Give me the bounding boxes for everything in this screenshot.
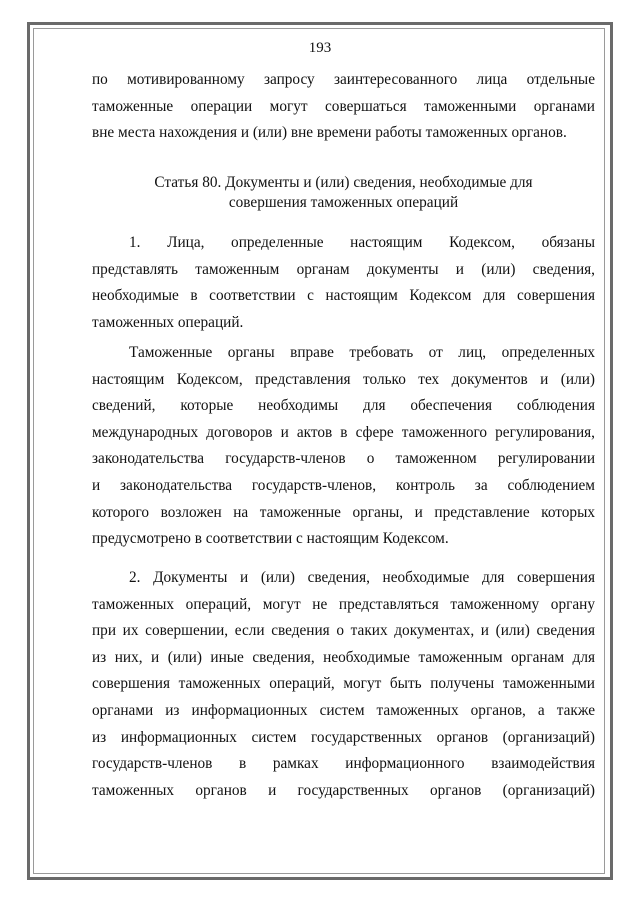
text-line: по мотивированному запросу заинтересованного лица отдельные <box>92 71 595 88</box>
page-number: 193 <box>308 40 332 56</box>
text-line: необходимые в соответствии с настоящим Кодексом для совершения <box>92 287 595 305</box>
text-line: сведений, которые необходимы для обеспечения соблюдения <box>92 397 595 415</box>
text-line: таможенных органов и государственных органов (организаций) <box>92 781 595 799</box>
text-line: предусмотрено в соответствии с настоящим Кодексом. <box>92 530 449 548</box>
article-title-line-2: совершения таможенных операций <box>228 194 459 211</box>
text-line: представлять таможенным органам документы и (или) сведения, <box>92 260 595 278</box>
text-line: вне места нахождения и (или) вне времени работы таможенных органов. <box>92 124 567 142</box>
text-line: при их совершении, если сведения о таких документах, и (или) сведения <box>92 622 595 640</box>
paragraph-1 <box>92 230 595 336</box>
text-line: таможенные операции могут совершаться таможенными органами <box>92 97 595 115</box>
intro-paragraph <box>92 67 595 147</box>
text-line: 2. Документы и (или) сведения, необходимые для совершения <box>129 569 595 586</box>
text-line: таможенных операций, могут не представляться таможенному органу <box>92 595 595 613</box>
text-line: законодательства государств-членов о таможенном регулировании <box>92 450 595 468</box>
text-line: международных договоров и актов в сфере таможенного регулирования, <box>92 423 595 441</box>
text-line: которого возложен на таможенные органы, и представление которых <box>92 503 595 521</box>
text-line: Таможенные органы вправе требовать от лиц, определенных <box>129 344 595 361</box>
paragraph-2 <box>92 340 595 553</box>
text-line: настоящим Кодексом, представления только тех документов и (или) <box>92 370 595 388</box>
article-title-line-1: Статья 80. Документы и (или) сведения, необходимые для <box>154 174 533 191</box>
text-line: и законодательства государств-членов, контроль за соблюдением <box>92 476 595 494</box>
text-line: совершения таможенных операций, могут быть получены таможенными <box>92 675 595 693</box>
text-line: 1. Лица, определенные настоящим Кодексом, обязаны <box>129 234 595 251</box>
text-line: из них, и (или) иные сведения, необходимые таможенным органам для <box>92 648 595 666</box>
paragraph-3 <box>92 565 595 804</box>
text-line: органами из информационных систем таможенных органов, а также <box>92 701 595 719</box>
text-line: из информационных систем государственных органов (организаций) <box>92 728 595 746</box>
article-heading <box>92 173 595 213</box>
text-line: государств-членов в рамках информационного взаимодействия <box>92 755 595 773</box>
text-line: таможенных операций. <box>92 313 244 331</box>
